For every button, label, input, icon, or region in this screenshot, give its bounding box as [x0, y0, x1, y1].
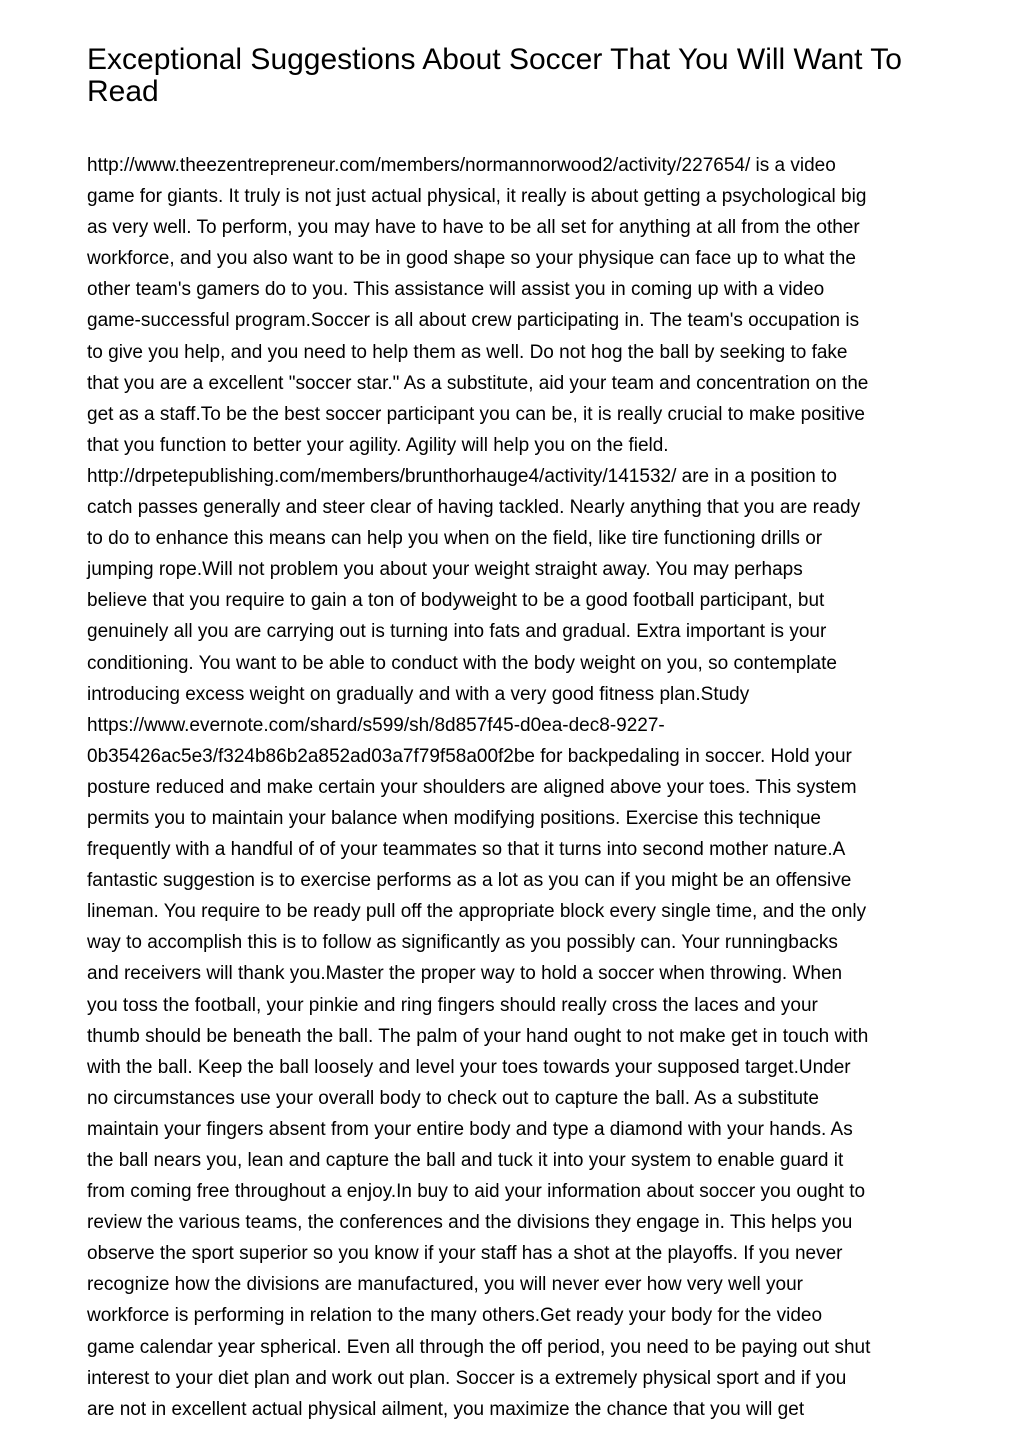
body-line: to give you help, and you need to help them as well. Do not hog the ball by seeking to fake — [87, 341, 848, 363]
body-line: other team's gamers do to you. This assistance will assist you in coming up with a video — [87, 279, 825, 301]
document-body — [87, 150, 939, 1425]
body-line: jumping rope.Will not problem you about your weight straight away. You may perhaps — [87, 559, 803, 581]
body-line: game for giants. It truly is not just actual physical, it really is about getting a psychological big — [87, 186, 867, 208]
body-line: interest to your diet plan and work out plan. Soccer is a extremely physical sport and if you — [87, 1367, 847, 1389]
body-line: observe the sport superior so you know if your staff has a shot at the playoffs. If you never — [87, 1243, 843, 1265]
body-line: that you are a excellent "soccer star." As a substitute, aid your team and concentration on the — [87, 372, 869, 394]
body-line: genuinely all you are carrying out is turning into fats and gradual. Extra important is your — [87, 621, 827, 643]
document-title: Exceptional Suggestions About Soccer That You Will Want To Read — [87, 43, 902, 108]
body-line: recognize how the divisions are manufactured, you will never ever how very well your — [87, 1274, 804, 1296]
document-page — [87, 44, 939, 1425]
body-line: lineman. You require to be ready pull off the appropriate block every single time, and the only — [87, 901, 867, 923]
body-line: catch passes generally and steer clear of having tackled. Nearly anything that you are ready — [87, 497, 861, 519]
body-line: that you function to better your agility. Agility will help you on the field. — [87, 434, 669, 456]
body-line: frequently with a handful of of your teammates so that it turns into second mother nature.A — [87, 839, 846, 861]
body-line: game-successful program.Soccer is all about crew participating in. The team's occupation is — [87, 310, 860, 332]
body-line: with the ball. Keep the ball loosely and level your toes towards your supposed target.Under — [87, 1056, 851, 1078]
body-line: and receivers will thank you.Master the proper way to hold a soccer when throwing. When — [87, 963, 843, 985]
body-line: workforce is performing in relation to the many others.Get ready your body for the video — [87, 1305, 823, 1327]
body-line: permits you to maintain your balance when modifying positions. Exercise this technique — [87, 807, 821, 829]
body-line: from coming free throughout a enjoy.In buy to aid your information about soccer you ought to — [87, 1181, 866, 1203]
body-line: thumb should be beneath the ball. The palm of your hand ought to not make get in touch with — [87, 1025, 869, 1047]
body-line: you toss the football, your pinkie and ring fingers should really cross the laces and your — [87, 994, 818, 1016]
body-line: https://www.evernote.com/shard/s599/sh/8d857f45-d0ea-dec8-9227- — [87, 714, 665, 736]
body-line: conditioning. You want to be able to conduct with the body weight on you, so contemplate — [87, 652, 837, 674]
body-line: game calendar year spherical. Even all through the off period, you need to be paying out shut — [87, 1336, 871, 1358]
body-line: to do to enhance this means can help you when on the field, like tire functioning drills or — [87, 528, 823, 550]
body-line: no circumstances use your overall body to check out to capture the ball. As a substitute — [87, 1087, 819, 1109]
body-line: review the various teams, the conferences and the divisions they engage in. This helps you — [87, 1212, 853, 1234]
body-line: get as a staff.To be the best soccer participant you can be, it is really crucial to make positive — [87, 403, 865, 425]
body-line: way to accomplish this is to follow as significantly as you possibly can. Your runningbacks — [87, 932, 838, 954]
body-line: workforce, and you also want to be in good shape so your physique can face up to what the — [87, 248, 856, 270]
body-line: http://www.theezentrepreneur.com/members/normannorwood2/activity/227654/ is a video — [87, 155, 836, 176]
body-line: posture reduced and make certain your shoulders are aligned above your toes. This system — [87, 776, 857, 798]
body-line: introducing excess weight on gradually and with a very good fitness plan.Study — [87, 683, 750, 705]
body-line: http://drpetepublishing.com/members/brunthorhauge4/activity/141532/ are in a position to — [87, 465, 837, 487]
body-line: are not in excellent actual physical ailment, you maximize the chance that you will get — [87, 1398, 805, 1420]
body-line: maintain your fingers absent from your entire body and type a diamond with your hands. As — [87, 1118, 853, 1140]
body-line: the ball nears you, lean and capture the ball and tuck it into your system to enable guard it — [87, 1150, 844, 1171]
body-line: 0b35426ac5e3/f324b86b2a852ad03a7f79f58a00f2be for backpedaling in soccer. Hold your — [87, 745, 852, 767]
body-line: fantastic suggestion is to exercise performs as a lot as you can if you might be an offensive — [87, 870, 852, 892]
body-line: believe that you require to gain a ton of bodyweight to be a good football participant, but — [87, 590, 825, 612]
body-line: as very well. To perform, you may have to have to be all set for anything at all from the other — [87, 217, 860, 239]
